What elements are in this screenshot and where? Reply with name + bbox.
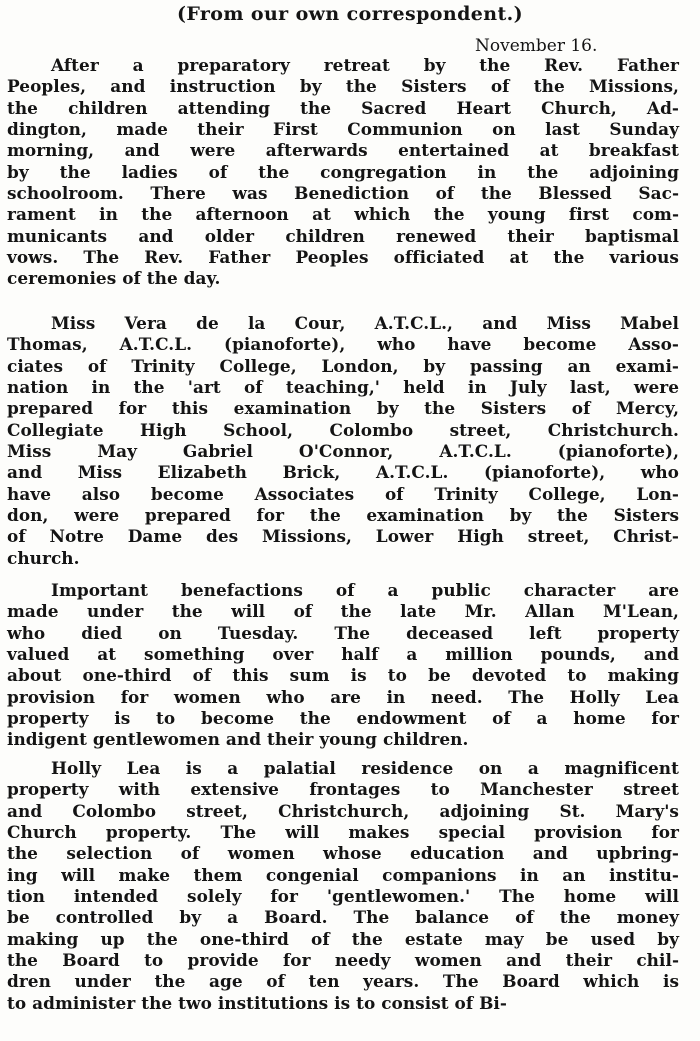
text-line: made under the will of the late Mr. Allan M'Lean,	[7, 601, 679, 622]
paragraph-holly-lea	[7, 758, 679, 1014]
text-line: ing will make them congenial companions in an institu-	[7, 864, 679, 885]
text-line: Thomas, A.T.C.L. (pianoforte), who have become Asso-	[7, 334, 679, 355]
text-line: about one-third of this sum is to be devoted to making	[7, 665, 679, 686]
text-line: don, were prepared for the examination by the Sisters	[7, 505, 679, 526]
text-line: municants and older children renewed their baptismal	[7, 225, 679, 246]
text-line: Holly Lea is a palatial residence on a magnificent	[51, 758, 679, 778]
text-line: by the ladies of the congregation in the adjoining	[7, 161, 679, 182]
text-line: the children attending the Sacred Heart Church, Ad-	[7, 97, 679, 118]
paragraph-first-communion	[7, 55, 679, 290]
text-line: Peoples, and instruction by the Sisters of the Missions,	[7, 76, 679, 97]
paragraph-trinity-college	[7, 313, 679, 569]
text-line: valued at something over half a million pounds, and	[7, 644, 679, 665]
text-line: and Colombo street, Christchurch, adjoining St. Mary's	[7, 800, 679, 821]
text-line: dren under the age of ten years. The Board which is	[7, 971, 679, 992]
dateline: November 16.	[475, 36, 598, 56]
text-line: nation in the 'art of teaching,' held in July last, were	[7, 377, 679, 398]
text-line: prepared for this examination by the Sisters of Mercy,	[7, 398, 679, 419]
text-line: morning, and were afterwards entertained at breakfast	[7, 140, 679, 161]
text-line: Collegiate High School, Colombo street, Christchurch.	[7, 419, 679, 440]
text-line: the selection of women whose education and upbring-	[7, 843, 679, 864]
text-line: Miss May Gabriel O'Connor, A.T.C.L. (pianoforte),	[7, 441, 679, 462]
text-line: be controlled by a Board. The balance of the money	[7, 907, 679, 928]
text-line: ceremonies of the day.	[7, 268, 221, 289]
text-line: indigent gentlewomen and their young children.	[7, 729, 469, 750]
text-line: After a preparatory retreat by the Rev. Father	[51, 55, 679, 75]
text-line: ciates of Trinity College, London, by passing an exami-	[7, 355, 679, 376]
text-line: rament in the afternoon at which the young first com-	[7, 204, 679, 225]
text-line: and Miss Elizabeth Brick, A.T.C.L. (pianoforte), who	[7, 462, 679, 483]
text-line: dington, made their First Communion on last Sunday	[7, 119, 679, 140]
text-line: property is to become the endowment of a home for	[7, 708, 679, 729]
text-line: to administer the two institutions is to consist of Bi-	[7, 992, 507, 1013]
text-line: vows. The Rev. Father Peoples officiated at the various	[7, 247, 679, 268]
text-line: Miss Vera de la Cour, A.T.C.L., and Miss Mabel	[51, 313, 679, 333]
text-line: of Notre Dame des Missions, Lower High street, Christ-	[7, 526, 679, 547]
paragraph-benefactions	[7, 580, 679, 751]
text-line: tion intended solely for 'gentlewomen.' The home will	[7, 886, 679, 907]
text-line: who died on Tuesday. The deceased left property	[7, 622, 679, 643]
text-line: provision for women who are in need. The Holly Lea	[7, 686, 679, 707]
text-line: Important benefactions of a public character are	[51, 580, 679, 600]
text-line: property with extensive frontages to Manchester street	[7, 779, 679, 800]
text-line: Church property. The will makes special provision for	[7, 822, 679, 843]
text-line: the Board to provide for needy women and their chil-	[7, 950, 679, 971]
correspondent-header: (From our own correspondent.)	[176, 3, 524, 25]
text-line: schoolroom. There was Benediction of the Blessed Sac-	[7, 183, 679, 204]
text-line: have also become Associates of Trinity College, Lon-	[7, 483, 679, 504]
text-line: making up the one-third of the estate may be used by	[7, 928, 679, 949]
text-line: church.	[7, 547, 80, 568]
